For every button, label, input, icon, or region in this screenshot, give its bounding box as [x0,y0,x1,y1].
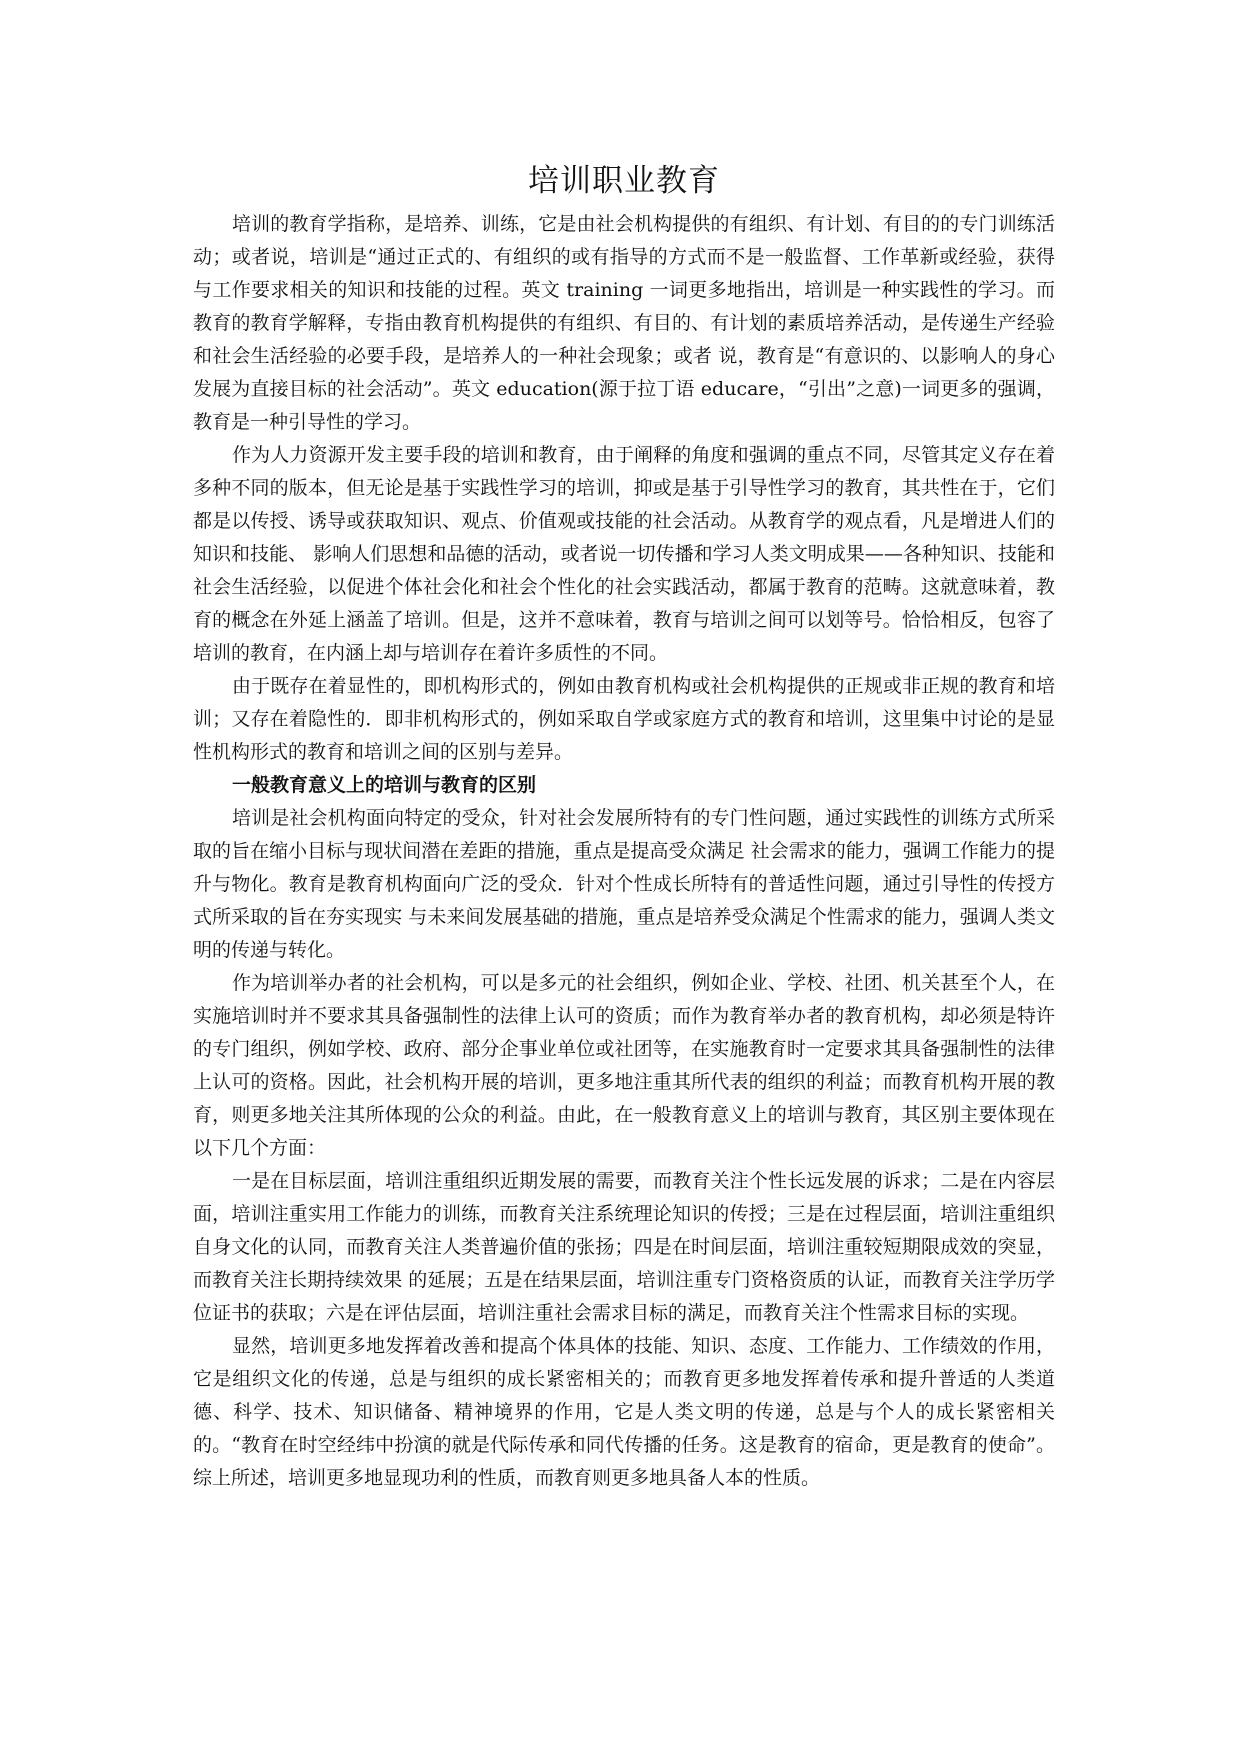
paragraph-3: 由于既存在着显性的，即机构形式的，例如由教育机构或社会机构提供的正规或非正规的教育和培训；又存在着隐性的．即非机构形式的，例如采取自学或家庭方式的教育和培训，这里集中讨论的是显性机构形式的教育和培训之间的区别与差异。 [193,675,1055,763]
paragraph-1: 培训的教育学指称，是培养、训练，它是由社会机构提供的有组织、有计划、有目的的专门训练活动；或者说，培训是“通过正式的、有组织的或有指导的方式而不是一般监督、工作革新或经验，获得与工作要求相关的知识和技能的过程。英文 training 一词更多地指出，培训是一种实践性的学习。而教育的教育学解释，专指由教育机构提供的有组织、有目的、有计划的素质培养活动，是传递生产经验和社会生活经验的必要手段，是培养人的一种社会现象；或者 说，教育是“有意识的、以影响人的身心发展为直接目标的社会活动”。英文 education(源于拉丁语 educare，“引出”之意)一词更多的强调，教育是一种引导性的学习。 [193,213,1055,433]
section-heading: 一般教育意义上的培训与教育的区别 [231,774,536,796]
paragraph-2: 作为人力资源开发主要手段的培训和教育，由于阐释的角度和强调的重点不同，尽管其定义存在着多种不同的版本，但无论是基于实践性学习的培训，抑或是基于引导性学习的教育，其共性在于，它们都是以传授、诱导或获取知识、观点、价值观或技能的社会活动。从教育学的观点看，凡是增进人们的知识和技能、 影响人们思想和品德的活动，或者说一切传播和学习人类文明成果——各种知识、技能和社会生活经验，以促进个体社会化和社会个性化的社会实践活动，都属于教育的范畴。这就意味着，教育的概念在外延上涵盖了培训。但是，这并不意味着，教育与培训之间可以划等号。恰恰相反，包容了培训的教育，在内涵上却与培训存在着许多质性的不同。 [193,444,1055,664]
paragraph-5: 作为培训举办者的社会机构，可以是多元的社会组织，例如企业、学校、社团、机关甚至个人，在实施培训时并不要求其具备强制性的法律上认可的资质；而作为教育举办者的教育机构，却必须是特许的专门组织，例如学校、政府、部分企事业单位或社团等，在实施教育时一定要求其具备强制性的法律上认可的资格。因此，社会机构开展的培训，更多地注重其所代表的组织的利益；而教育机构开展的教育，则更多地关注其所体现的公众的利益。由此，在一般教育意义上的培训与教育，其区别主要体现在以下几个方面： [193,972,1055,1159]
page-title: 培训职业教育 [528,163,720,199]
paragraph-7: 显然，培训更多地发挥着改善和提高个体具体的技能、知识、态度、工作能力、工作绩效的作用，它是组织文化的传递，总是与组织的成长紧密相关的；而教育更多地发挥着传承和提升普适的人类道德、科学、技术、知识储备、精神境界的作用，它是人类文明的传递，总是与个人的成长紧密相关的。“教育在时空经纬中扮演的就是代际传承和同代传播的任务。这是教育的宿命，更是教育的使命”。综上所述，培训更多地显现功利的性质，而教育则更多地具备人本的性质。 [193,1335,1055,1489]
paragraph-4: 培训是社会机构面向特定的受众，针对社会发展所特有的专门性问题，通过实践性的训练方式所采取的旨在缩小目标与现状间潜在差距的措施，重点是提高受众满足 社会需求的能力，强调工作能力的提升与物化。教育是教育机构面向广泛的受众．针对个性成长所特有的普适性问题，通过引导性的传授方式所采取的旨在夯实现实 与未来间发展基础的措施，重点是培养受众满足个性需求的能力，强调人类文明的传递与转化。 [193,807,1055,961]
paragraph-6: 一是在目标层面，培训注重组织近期发展的需要，而教育关注个性长远发展的诉求；二是在内容层面，培训注重实用工作能力的训练，而教育关注系统理论知识的传授；三是在过程层面，培训注重组织自身文化的认同，而教育关注人类普遍价值的张扬；四是在时间层面，培训注重较短期限成效的突显，而教育关注长期持续效果 的延展；五是在结果层面，培训注重专门资格资质的认证，而教育关注学历学位证书的获取；六是在评估层面，培训注重社会需求目标的满足，而教育关注个性需求目标的实现。 [193,1170,1055,1324]
document-body [193,160,1055,1495]
